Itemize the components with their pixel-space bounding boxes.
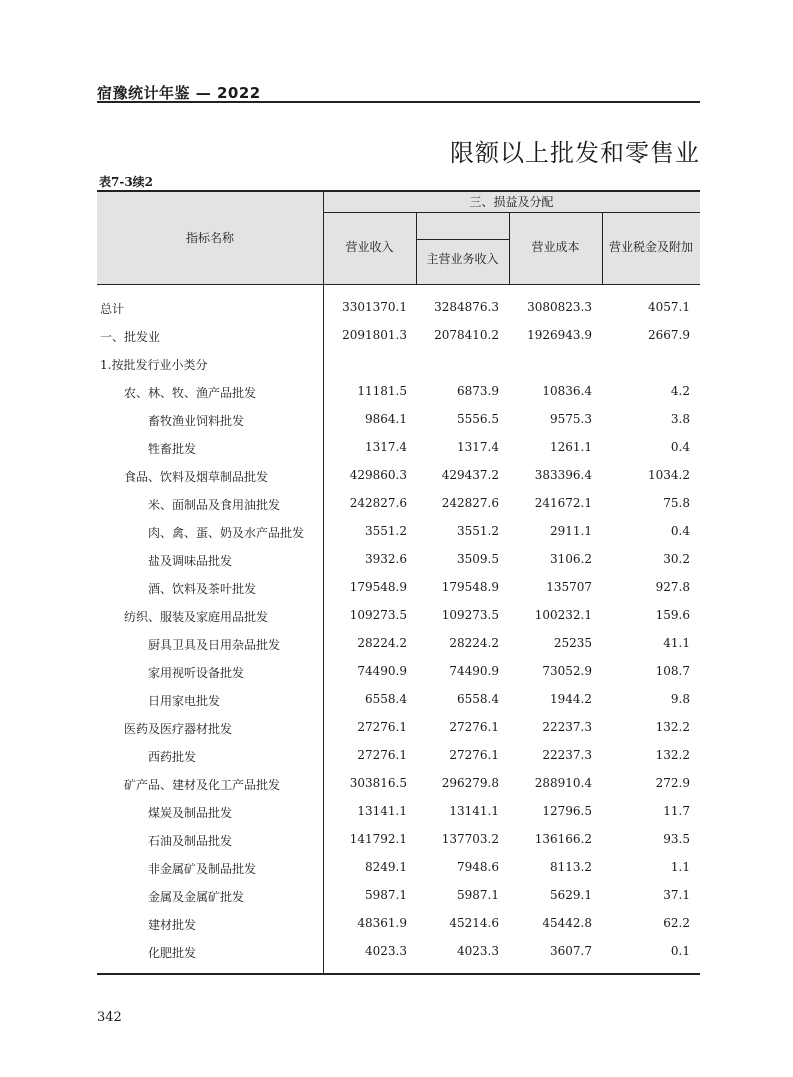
cell-value: 3284876.3 [434, 300, 499, 314]
cell-value: 27276.1 [357, 748, 407, 762]
cell-value: 7948.6 [457, 860, 499, 874]
cell-value: 37.1 [663, 888, 690, 902]
row-label: 畜牧渔业饲料批发 [148, 414, 245, 428]
cell-value: 241672.1 [534, 496, 592, 510]
cell-value: 1317.4 [365, 440, 407, 454]
table-row [97, 798, 700, 826]
table-row [97, 602, 700, 630]
cell-value: 1.1 [670, 860, 690, 874]
cell-value: 242827.6 [441, 496, 499, 510]
table-row [97, 546, 700, 574]
cell-value: 179548.9 [441, 580, 499, 594]
cell-value: 5629.1 [550, 888, 592, 902]
column-header-main-revenue: 主营业务收入 [426, 252, 499, 266]
stub-header: 指标名称 [185, 231, 234, 245]
cell-value: 0.4 [670, 440, 690, 454]
cell-value: 159.6 [655, 608, 690, 622]
cell-value: 11181.5 [357, 384, 407, 398]
group-header: 三、损益及分配 [469, 195, 554, 209]
cell-value: 429437.2 [441, 468, 499, 482]
cell-value: 6873.9 [457, 384, 499, 398]
cell-value: 28224.2 [449, 636, 499, 650]
row-label: 煤炭及制品批发 [148, 806, 233, 820]
cell-value: 0.1 [670, 944, 690, 958]
row-label: 食品、饮料及烟草制品批发 [124, 470, 269, 484]
column-header-tax: 营业税金及附加 [608, 240, 693, 254]
cell-value: 1261.1 [550, 440, 592, 454]
table-row [97, 322, 700, 350]
row-label: 肉、禽、蛋、奶及水产品批发 [148, 526, 305, 540]
row-label: 纺织、服装及家庭用品批发 [124, 610, 269, 624]
cell-value: 1926943.9 [527, 328, 592, 342]
cell-value: 4.2 [670, 384, 690, 398]
row-label: 西药批发 [148, 750, 197, 764]
table-row [97, 294, 700, 322]
table-row [97, 462, 700, 490]
row-label: 总计 [100, 302, 125, 316]
row-label: 日用家电批发 [148, 694, 221, 708]
cell-value: 3106.2 [550, 552, 592, 566]
cell-value: 3551.2 [365, 524, 407, 538]
cell-value: 3509.5 [457, 552, 499, 566]
row-label: 化肥批发 [148, 946, 197, 960]
cell-value: 4057.1 [648, 300, 690, 314]
cell-value: 74490.9 [357, 664, 407, 678]
table-row [97, 854, 700, 882]
cell-value: 2667.9 [648, 328, 690, 342]
cell-value: 27276.1 [449, 720, 499, 734]
row-label: 1.按批发行业小类分 [100, 358, 208, 372]
cell-value: 132.2 [655, 720, 690, 734]
cell-value: 3080823.3 [527, 300, 592, 314]
cell-value: 2078410.2 [434, 328, 499, 342]
cell-value: 927.8 [655, 580, 690, 594]
cell-value: 75.8 [663, 496, 690, 510]
table-row [97, 518, 700, 546]
table-row [97, 686, 700, 714]
cell-value: 296279.8 [441, 776, 499, 790]
table-row [97, 378, 700, 406]
table-row [97, 574, 700, 602]
row-label: 非金属矿及制品批发 [148, 862, 257, 876]
header-divider [416, 239, 509, 240]
cell-value: 5987.1 [457, 888, 499, 902]
cell-value: 28224.2 [357, 636, 407, 650]
table-row [97, 406, 700, 434]
cell-value: 13141.1 [449, 804, 499, 818]
cell-value: 100232.1 [534, 608, 592, 622]
cell-value: 6558.4 [457, 692, 499, 706]
table-row [97, 770, 700, 798]
cell-value: 135707 [546, 580, 592, 594]
cell-value: 3932.6 [365, 552, 407, 566]
table-row [97, 882, 700, 910]
cell-value: 10836.4 [542, 384, 592, 398]
table-row [97, 490, 700, 518]
cell-value: 429860.3 [349, 468, 407, 482]
cell-value: 62.2 [663, 916, 690, 930]
row-label: 牲畜批发 [148, 442, 197, 456]
cell-value: 93.5 [663, 832, 690, 846]
cell-value: 109273.5 [441, 608, 499, 622]
page-number: 342 [97, 1010, 122, 1025]
cell-value: 9.8 [670, 692, 690, 706]
cell-value: 48361.9 [357, 916, 407, 930]
cell-value: 27276.1 [449, 748, 499, 762]
table-row [97, 350, 700, 378]
cell-value: 9575.3 [550, 412, 592, 426]
cell-value: 136166.2 [534, 832, 592, 846]
cell-value: 3.8 [670, 412, 690, 426]
table-row [97, 714, 700, 742]
row-label: 矿产品、建材及化工产品批发 [124, 778, 281, 792]
header-rule [97, 101, 700, 103]
cell-value: 8113.2 [550, 860, 592, 874]
cell-value: 8249.1 [365, 860, 407, 874]
book-title: 宿豫统计年鉴 — 2022 [97, 84, 261, 102]
table-label: 表7-3续2 [99, 175, 154, 189]
column-divider [416, 212, 417, 284]
cell-value: 9864.1 [365, 412, 407, 426]
cell-value: 4023.3 [365, 944, 407, 958]
row-label: 农、林、牧、渔产品批发 [124, 386, 257, 400]
cell-value: 11.7 [663, 804, 690, 818]
cell-value: 13141.1 [357, 804, 407, 818]
cell-value: 3551.2 [457, 524, 499, 538]
cell-value: 12796.5 [542, 804, 592, 818]
cell-value: 1317.4 [457, 440, 499, 454]
row-label: 医药及医疗器材批发 [124, 722, 233, 736]
cell-value: 73052.9 [542, 664, 592, 678]
table-row [97, 434, 700, 462]
cell-value: 45442.8 [542, 916, 592, 930]
table-header [97, 192, 700, 285]
table-row [97, 630, 700, 658]
cell-value: 25235 [553, 636, 592, 650]
cell-value: 179548.9 [349, 580, 407, 594]
cell-value: 2911.1 [550, 524, 592, 538]
table-row [97, 658, 700, 686]
cell-value: 132.2 [655, 748, 690, 762]
row-label: 家用视听设备批发 [148, 666, 245, 680]
row-label: 米、面制品及食用油批发 [148, 498, 281, 512]
cell-value: 108.7 [655, 664, 690, 678]
cell-value: 4023.3 [457, 944, 499, 958]
column-header-revenue: 营业收入 [345, 240, 394, 254]
cell-value: 272.9 [655, 776, 690, 790]
row-label: 金属及金属矿批发 [148, 890, 245, 904]
cell-value: 22237.3 [542, 720, 592, 734]
cell-value: 242827.6 [349, 496, 407, 510]
cell-value: 0.4 [670, 524, 690, 538]
section-title: 限额以上批发和零售业 [450, 139, 700, 167]
table-row [97, 742, 700, 770]
column-header-cost: 营业成本 [531, 240, 580, 254]
cell-value: 45214.6 [449, 916, 499, 930]
row-label: 石油及制品批发 [148, 834, 233, 848]
cell-value: 6558.4 [365, 692, 407, 706]
row-label: 建材批发 [148, 918, 197, 932]
cell-value: 74490.9 [449, 664, 499, 678]
cell-value: 303816.5 [349, 776, 407, 790]
cell-value: 383396.4 [534, 468, 592, 482]
header-divider [323, 212, 700, 213]
row-label: 厨具卫具及日用杂品批发 [148, 638, 281, 652]
cell-value: 5556.5 [457, 412, 499, 426]
cell-value: 109273.5 [349, 608, 407, 622]
row-label: 酒、饮料及茶叶批发 [148, 582, 257, 596]
cell-value: 30.2 [663, 552, 690, 566]
cell-value: 3301370.1 [342, 300, 407, 314]
cell-value: 41.1 [663, 636, 690, 650]
cell-value: 1944.2 [550, 692, 592, 706]
row-label: 一、批发业 [100, 330, 161, 344]
cell-value: 2091801.3 [342, 328, 407, 342]
cell-value: 5987.1 [365, 888, 407, 902]
statistics-table [97, 190, 700, 975]
cell-value: 1034.2 [648, 468, 690, 482]
table-row [97, 826, 700, 854]
cell-value: 288910.4 [534, 776, 592, 790]
cell-value: 141792.1 [349, 832, 407, 846]
cell-value: 137703.2 [441, 832, 499, 846]
cell-value: 22237.3 [542, 748, 592, 762]
table-row [97, 910, 700, 938]
cell-value: 27276.1 [357, 720, 407, 734]
row-label: 盐及调味品批发 [148, 554, 233, 568]
table-row [97, 938, 700, 966]
cell-value: 3607.7 [550, 944, 592, 958]
